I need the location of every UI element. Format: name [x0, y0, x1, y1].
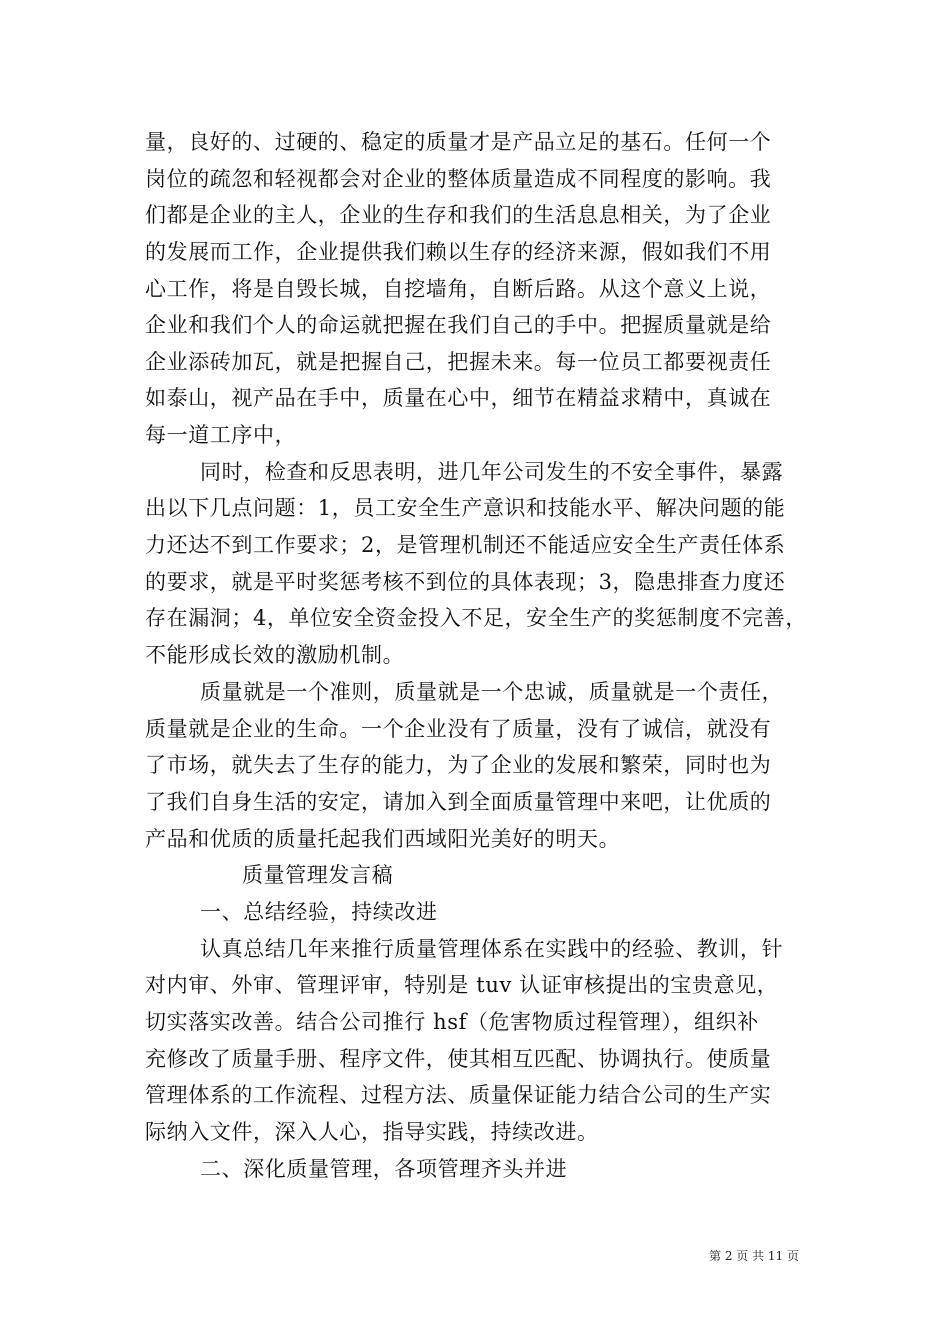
text-line: 们都是企业的主人，企业的生存和我们的生活息息相关，为了企业 — [145, 203, 772, 227]
text-line: 企业添砖加瓦，就是把握自己，把握未来。每一位员工都要视责任 — [145, 350, 772, 374]
text-line: 力还达不到工作要求；2，是管理机制还不能适应安全生产责任体系 — [145, 533, 786, 557]
text-line: 存在漏洞；4，单位安全资金投入不足，安全生产的奖惩制度不完善， — [145, 606, 807, 630]
section-heading: 二、深化质量管理，各项管理齐头并进 — [200, 1157, 568, 1181]
text-line: 了市场，就失去了生存的能力，为了企业的发展和繁荣，同时也为 — [145, 753, 772, 777]
text-line: 每一道工序中， — [145, 423, 297, 447]
text-line: 对内审、外审、管理评审，特别是 tuv 认证审核提出的宝贵意见， — [145, 973, 779, 997]
text-line: 岗位的疏忽和轻视都会对企业的整体质量造成不同程度的影响。我 — [145, 167, 772, 191]
text-line: 量，良好的、过硬的、稳定的质量才是产品立足的基石。任何一个 — [145, 130, 772, 154]
text-line: 企业和我们个人的命运就把握在我们自己的手中。把握质量就是给 — [145, 313, 772, 337]
text-line: 管理体系的工作流程、过程方法、质量保证能力结合公司的生产实 — [145, 1083, 772, 1107]
section-title: 质量管理发言稿 — [242, 863, 394, 887]
text-line: 如泰山，视产品在手中，质量在心中，细节在精益求精中，真诚在 — [145, 386, 772, 410]
text-line: 充修改了质量手册、程序文件，使其相互匹配、协调执行。使质量 — [145, 1047, 772, 1071]
text-line: 不能形成长效的激励机制。 — [145, 643, 405, 667]
text-line: 出以下几点问题：1，员工安全生产意识和技能水平、解决问题的能 — [145, 496, 786, 520]
text-line: 际纳入文件，深入人心，指导实践，持续改进。 — [145, 1120, 599, 1144]
text-line: 的发展而工作，企业提供我们赖以生存的经济来源，假如我们不用 — [145, 240, 772, 264]
text-line: 切实落实改善。结合公司推行 hsf（危害物质过程管理），组织补 — [145, 1010, 759, 1034]
text-line: 产品和优质的质量托起我们西域阳光美好的明天。 — [145, 827, 621, 851]
section-heading: 一、总结经验，持续改进 — [200, 900, 438, 924]
paragraph-first-line: 质量就是一个准则，质量就是一个忠诚，质量就是一个责任， — [200, 680, 784, 704]
paragraph-first-line: 同时，检查和反思表明，进几年公司发生的不安全事件，暴露 — [200, 460, 784, 484]
text-line: 质量就是企业的生命。一个企业没有了质量，没有了诚信，就没有 — [145, 717, 772, 741]
paragraph-first-line: 认真总结几年来推行质量管理体系在实践中的经验、教训，针 — [200, 937, 784, 961]
page-number: 第 2 页 共 11 页 — [709, 1249, 799, 1263]
text-line: 心工作，将是自毁长城，自挖墙角，自断后路。从这个意义上说， — [145, 277, 772, 301]
text-line: 的要求，就是平时奖惩考核不到位的具体表现；3，隐患排查力度还 — [145, 570, 786, 594]
text-line: 了我们自身生活的安定，请加入到全面质量管理中来吧，让优质的 — [145, 790, 772, 814]
